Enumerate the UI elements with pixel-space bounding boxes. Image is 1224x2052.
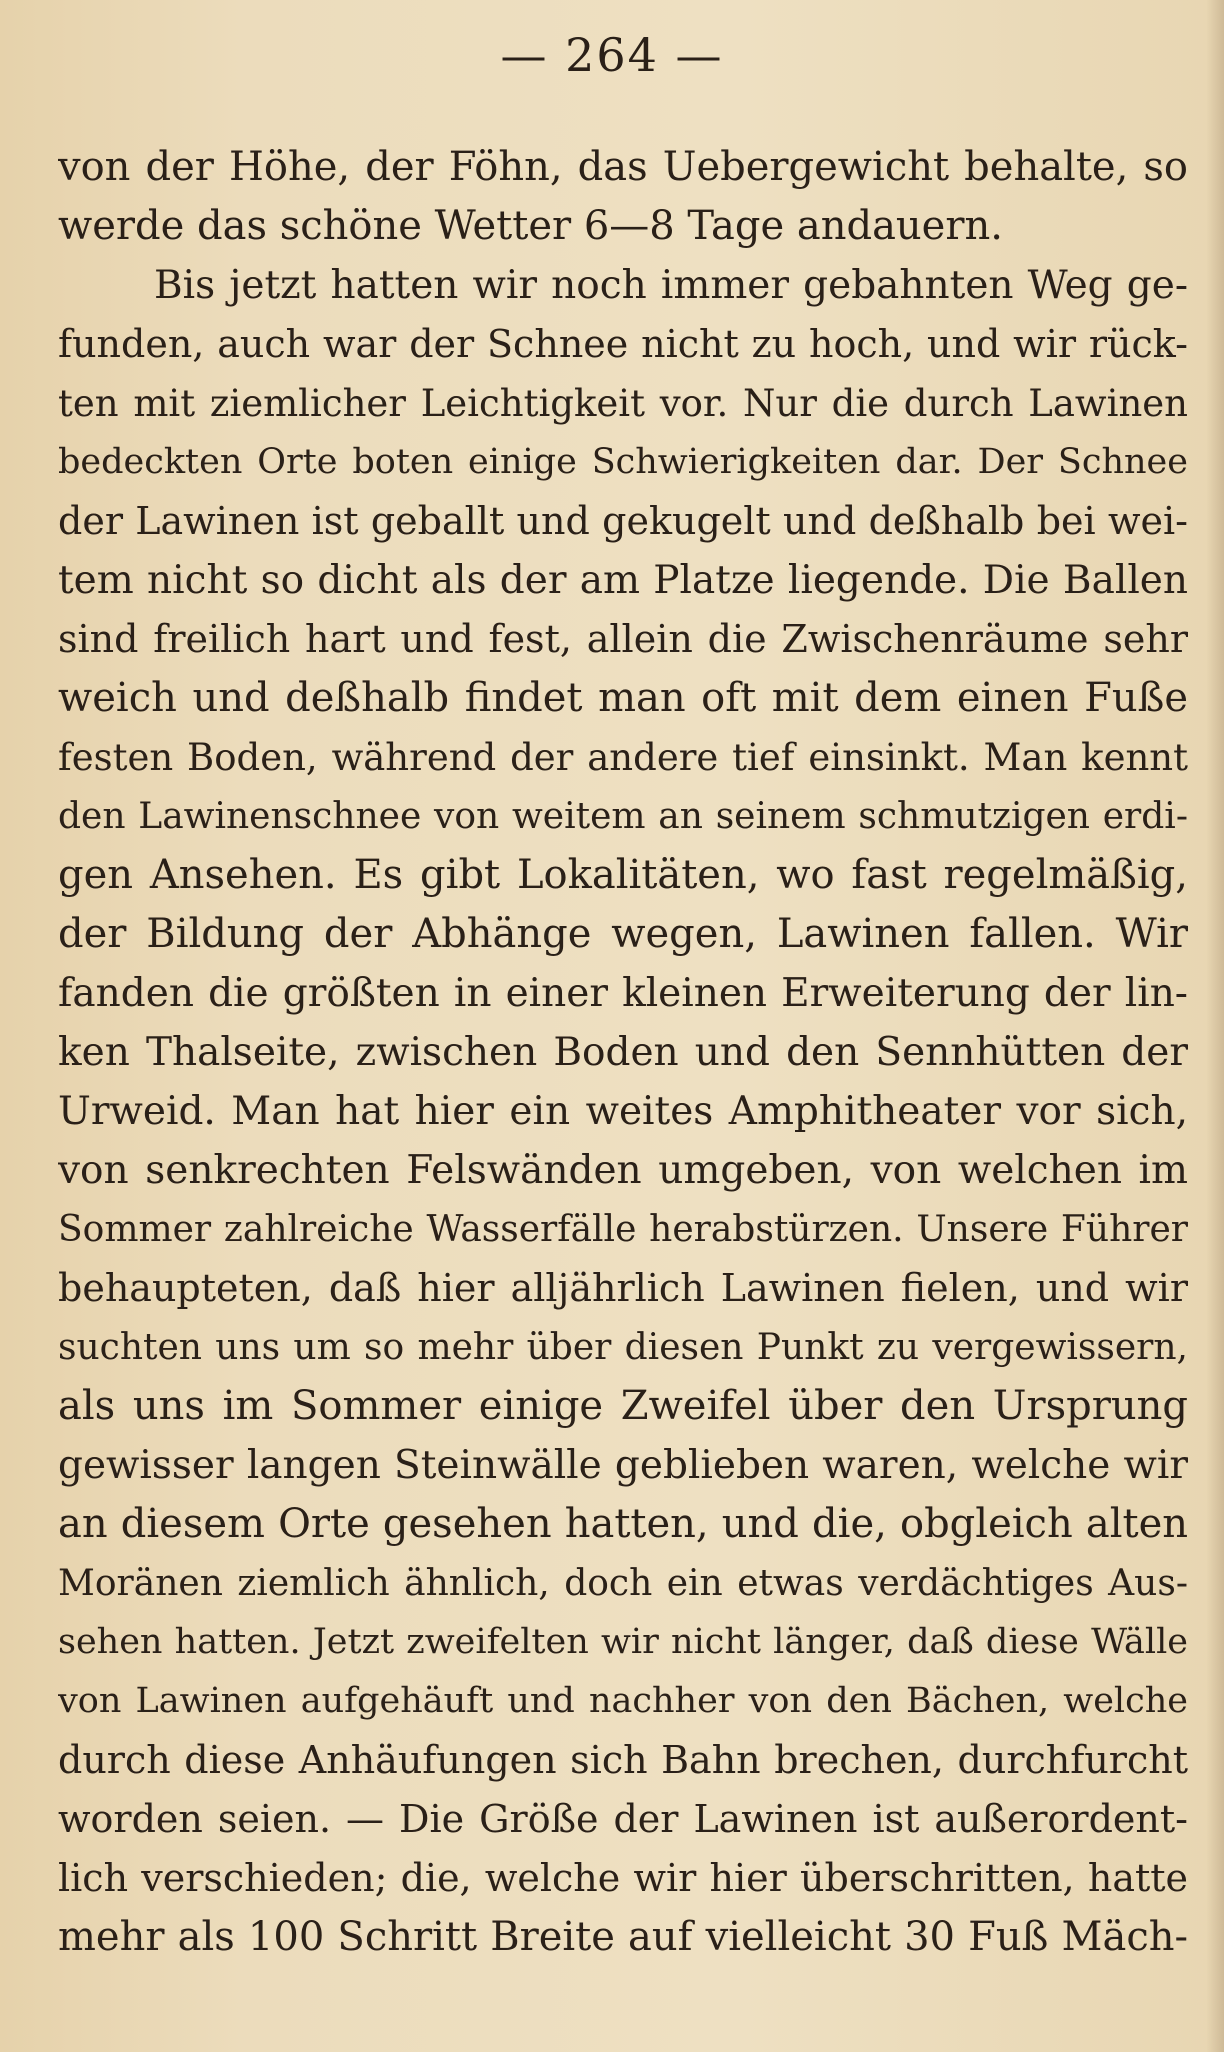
text-line: weich und deßhalb findet man oft mit dem einen Fuße: [58, 675, 1188, 721]
text-line: als uns im Sommer einige Zweifel über den Ursprung: [58, 1383, 1188, 1429]
text-line: ten mit ziemlicher Leichtigkeit vor. Nur die durch Lawinen: [58, 382, 1188, 425]
text-line: bedeckten Orte boten einige Schwierigkeiten dar. Der Schnee: [58, 442, 1188, 482]
text-line: tem nicht so dicht als der am Platze liegende. Die Ballen: [58, 558, 1188, 603]
text-line: Moränen ziemlich ähnlich, doch ein etwas verdächtiges Aus-: [58, 1563, 1188, 1604]
text-line: lich verschieden; die, welche wir hier überschritten, hatte: [58, 1856, 1188, 1900]
text-line: Bis jetzt hatten wir noch immer gebahnten Weg ge-: [154, 263, 1188, 308]
text-line: den Lawinenschnee von weitem an seinem schmutzigen erdi-: [58, 796, 1188, 837]
text-line: Sommer zahlreiche Wasserfälle herabstürzen. Unsere Führer: [58, 1209, 1188, 1250]
text-line: mehr als 100 Schritt Breite auf vielleicht 30 Fuß Mäch-: [58, 1914, 1188, 1960]
text-line: sehen hatten. Jetzt zweifelten wir nicht länger, daß diese Wälle: [58, 1622, 1188, 1662]
text-line: Urweid. Man hat hier ein weites Amphitheater vor sich,: [58, 1089, 1188, 1134]
text-line: werde das schöne Wetter 6—8 Tage andauern.: [58, 203, 1003, 249]
text-line: suchten uns um so mehr über diesen Punkt zu vergewissern,: [58, 1327, 1188, 1368]
text-line: der Lawinen ist geballt und gekugelt und deßhalb bei wei-: [58, 499, 1188, 543]
text-line: worden seien. — Die Größe der Lawinen ist außerordent-: [58, 1797, 1188, 1841]
text-line: gen Ansehen. Es gibt Lokalitäten, wo fast regelmäßig,: [58, 852, 1188, 898]
text-line: sind freilich hart und fest, allein die Zwischenräume sehr: [58, 617, 1188, 661]
text-line: ken Thalseite, zwischen Boden und den Sennhütten der: [58, 1030, 1188, 1075]
text-line: von senkrechten Felswänden umgeben, von welchen im: [58, 1148, 1188, 1193]
text-line: an diesem Orte gesehen hatten, und die, obgleich alten: [58, 1501, 1188, 1547]
text-line: durch diese Anhäufungen sich Bahn brechen, durchfurcht: [58, 1738, 1188, 1782]
text-line: funden, auch war der Schnee nicht zu hoch, und wir rück-: [58, 322, 1188, 366]
text-line: von Lawinen aufgehäuft und nachher von den Bächen, welche: [58, 1681, 1188, 1721]
text-line: der Bildung der Abhänge wegen, Lawinen fallen. Wir: [58, 911, 1188, 957]
text-line: fanden die größten in einer kleinen Erweiterung der lin-: [58, 971, 1188, 1016]
text-line: von der Höhe, der Föhn, das Uebergewicht behalte, so: [58, 144, 1188, 190]
page-number: — 264 —: [500, 28, 724, 82]
text-line: behaupteten, daß hier alljährlich Lawinen fielen, und wir: [58, 1266, 1188, 1310]
text-line: gewisser langen Steinwälle geblieben waren, welche wir: [58, 1443, 1188, 1488]
body-text: [58, 138, 1188, 1967]
text-line: festen Boden, während der andere tief einsinkt. Man kennt: [58, 736, 1188, 779]
